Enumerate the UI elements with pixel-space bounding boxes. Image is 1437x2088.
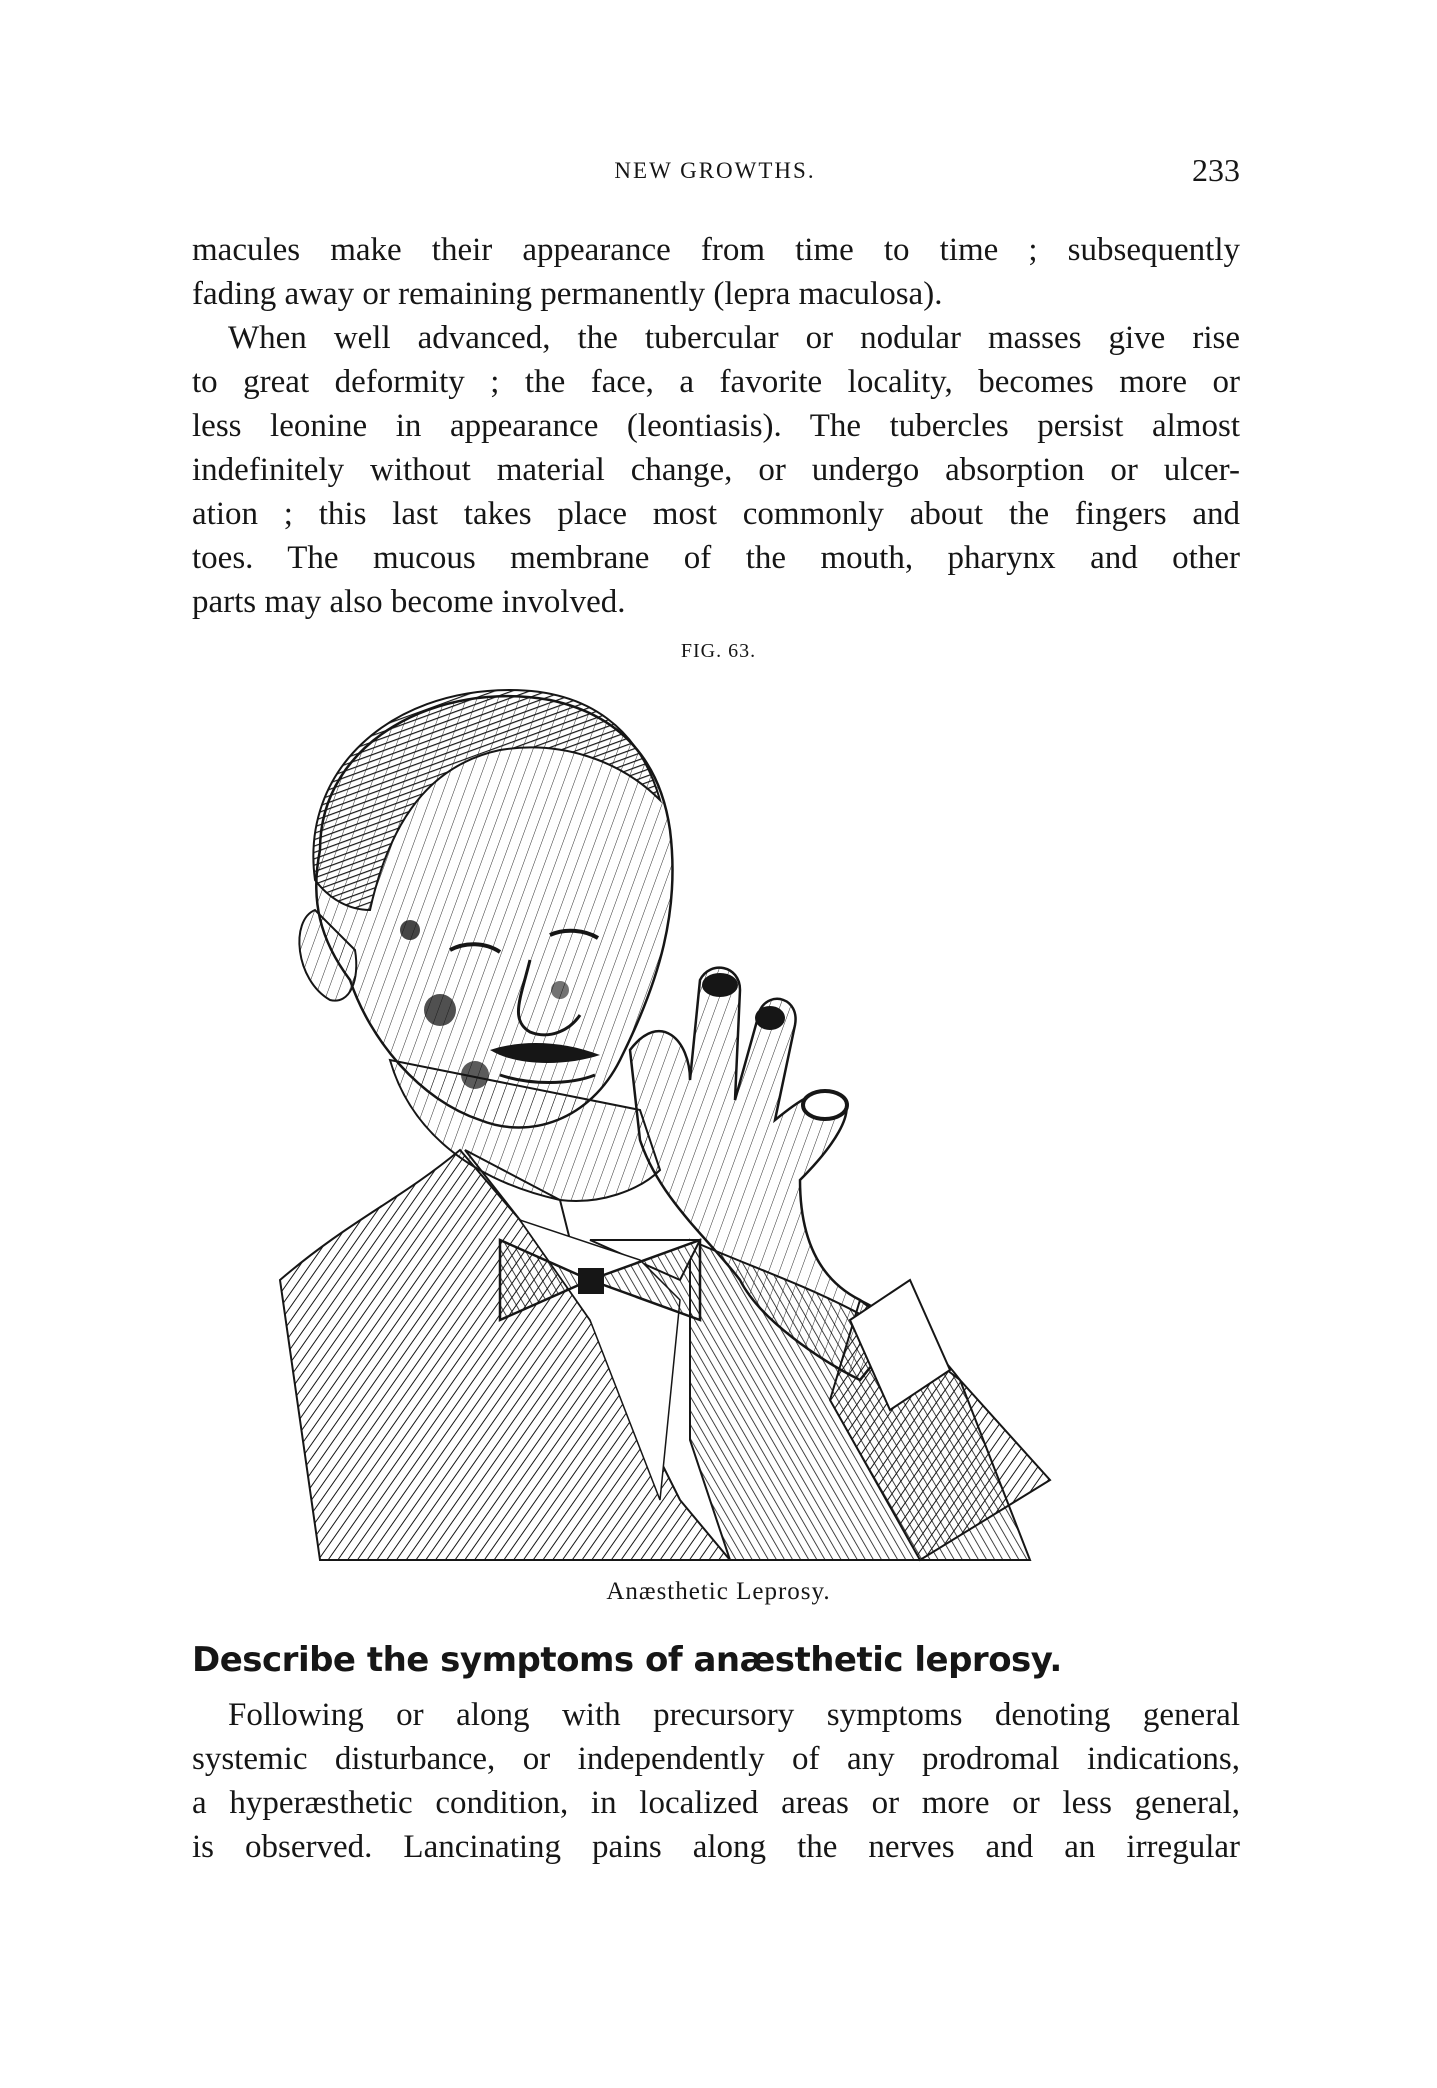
fingertip-lesion — [702, 973, 738, 997]
paragraph1-line: fading away or remaining permanently (lepra maculosa). — [192, 276, 943, 312]
paragraph2-line: When well advanced, the tubercular or nodular masses give rise — [228, 320, 1240, 356]
text-block-top — [192, 228, 1240, 624]
paragraph3-line: systemic disturbance, or independently of any prodromal indications, — [192, 1741, 1240, 1777]
paragraph3-line: is observed. Lancinating pains along the nerves and an irregular — [192, 1829, 1240, 1865]
paragraph2-line: indefinitely without material change, or undergo absorption or ulcer- — [192, 452, 1240, 488]
question-heading: Describe the symptoms of anæsthetic leprosy. — [192, 1640, 1062, 1680]
lesion-mark — [551, 981, 569, 999]
paragraph3-line: a hyperæsthetic condition, in localized areas or more or less general, — [192, 1785, 1240, 1821]
running-head — [190, 152, 1240, 198]
paragraph2-line: ation ; this last takes place most commonly about the fingers and — [192, 496, 1240, 532]
bow-tie-knot — [578, 1268, 604, 1294]
lesion-mark — [424, 994, 456, 1026]
paragraph2-line: parts may also become involved. — [192, 584, 626, 620]
figure-label: FIG. 63. — [680, 640, 757, 662]
lesion-mark — [400, 920, 420, 940]
text-block-bottom — [192, 1693, 1240, 1869]
paragraph2-line: less leonine in appearance (leontiasis). The tubercles persist almost — [192, 408, 1240, 444]
paragraph2-line: to great deformity ; the face, a favorite locality, becomes more or — [192, 364, 1240, 400]
fingertip-lesion — [803, 1091, 847, 1119]
running-title: NEW GROWTHS. — [614, 158, 816, 183]
paragraph3-line: Following or along with precursory symptoms denoting general — [228, 1697, 1240, 1733]
page-number: 233 — [1192, 152, 1240, 188]
paragraph2-line: toes. The mucous membrane of the mouth, pharynx and other — [192, 540, 1240, 576]
figure-caption: Anæsthetic Leprosy. — [606, 1578, 831, 1605]
fingertip-lesion — [755, 1006, 785, 1030]
engraving-portrait — [260, 680, 1180, 1580]
figure-illustration — [260, 680, 1180, 1580]
paragraph1-line: macules make their appearance from time to time ; subsequently — [192, 232, 1240, 268]
lesion-mark — [461, 1061, 489, 1089]
